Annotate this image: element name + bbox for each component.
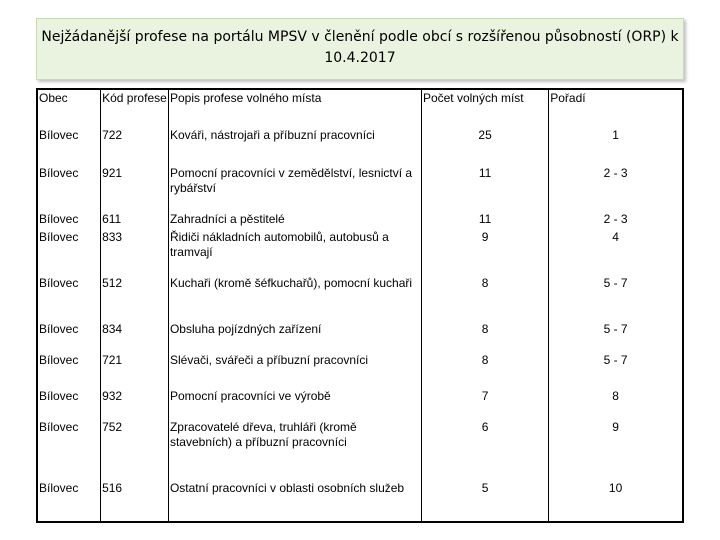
cell-obec: Bílovec [39,322,79,336]
cell-obec: Bílovec [39,420,79,434]
title-line-2: 10.4.2017 [324,50,396,66]
cell-obec: Bílovec [39,481,79,495]
table-row [37,229,683,275]
cell-obec: Bílovec [39,353,79,367]
cell-pocet: 8 [421,275,548,321]
cell-pocet: 11 [421,165,548,211]
cell-obec: Bílovec [39,212,79,226]
profession-table [36,88,684,523]
cell-kod: 722 [101,127,169,165]
cell-poradi: 10 [549,480,683,522]
cell-poradi: 5 - 7 [549,275,683,321]
cell-kod: 834 [101,321,169,352]
cell-kod: 721 [101,352,169,388]
table-row [37,127,683,165]
table-row [37,321,683,352]
header-kod: Kód profese [101,89,169,127]
cell-pocet: 8 [421,321,548,352]
cell-kod: 752 [101,419,169,480]
cell-pocet: 25 [421,127,548,165]
page-title [36,18,684,80]
table-header-row [37,89,683,127]
cell-poradi: 5 - 7 [549,352,683,388]
header-pocet: Počet volných míst [421,89,548,127]
cell-obec: Bílovec [39,128,79,142]
cell-obec: Bílovec [39,166,79,180]
cell-kod: 512 [101,275,169,321]
cell-obec: Bílovec [39,230,79,244]
table-row [37,419,683,480]
cell-poradi: 8 [549,388,683,419]
title-line-1: Nejžádanější profese na portálu MPSV v členění podle obcí s rozšířenou působností (ORP) k [41,29,679,45]
cell-pocet: 11 [421,211,548,229]
cell-popis: Zahradníci a pěstitelé [168,211,421,229]
cell-pocet: 7 [421,388,548,419]
cell-kod: 921 [101,165,169,211]
header-popis: Popis profese volného místa [168,89,421,127]
cell-kod: 516 [101,480,169,522]
cell-popis: Slévači, svářeči a příbuzní pracovníci [168,352,421,388]
cell-popis: Řidiči nákladních automobilů, autobusů a tramvají [168,229,421,275]
cell-poradi: 5 - 7 [549,321,683,352]
table-row [37,388,683,419]
cell-poradi: 2 - 3 [549,211,683,229]
cell-poradi: 2 - 3 [549,165,683,211]
cell-kod: 833 [101,229,169,275]
cell-obec: Bílovec [39,276,79,290]
cell-pocet: 6 [421,419,548,480]
cell-popis: Pomocní pracovníci v zemědělství, lesnictví a rybářství [168,165,421,211]
table-row [37,165,683,211]
cell-poradi: 9 [549,419,683,480]
cell-popis: Pomocní pracovníci ve výrobě [168,388,421,419]
cell-pocet: 8 [421,352,548,388]
cell-kod: 932 [101,388,169,419]
cell-poradi: 4 [549,229,683,275]
table-row [37,352,683,388]
cell-popis: Kováři, nástrojaři a příbuzní pracovníci [168,127,421,165]
cell-popis: Obsluha pojízdných zařízení [168,321,421,352]
cell-obec: Bílovec [39,389,79,403]
header-obec: Obec [39,91,68,105]
table-row [37,480,683,522]
cell-popis: Zpracovatelé dřeva, truhláři (kromě stavebních) a příbuzní pracovníci [168,419,421,480]
table-row [37,211,683,229]
cell-popis: Kuchaři (kromě šéfkuchařů), pomocní kuchaři [168,275,421,321]
cell-pocet: 9 [421,229,548,275]
cell-kod: 611 [101,211,169,229]
header-poradi: Pořadí [549,89,683,127]
cell-pocet: 5 [421,480,548,522]
cell-popis: Ostatní pracovníci v oblasti osobních služeb [168,480,421,522]
table-row [37,275,683,321]
cell-poradi: 1 [549,127,683,165]
